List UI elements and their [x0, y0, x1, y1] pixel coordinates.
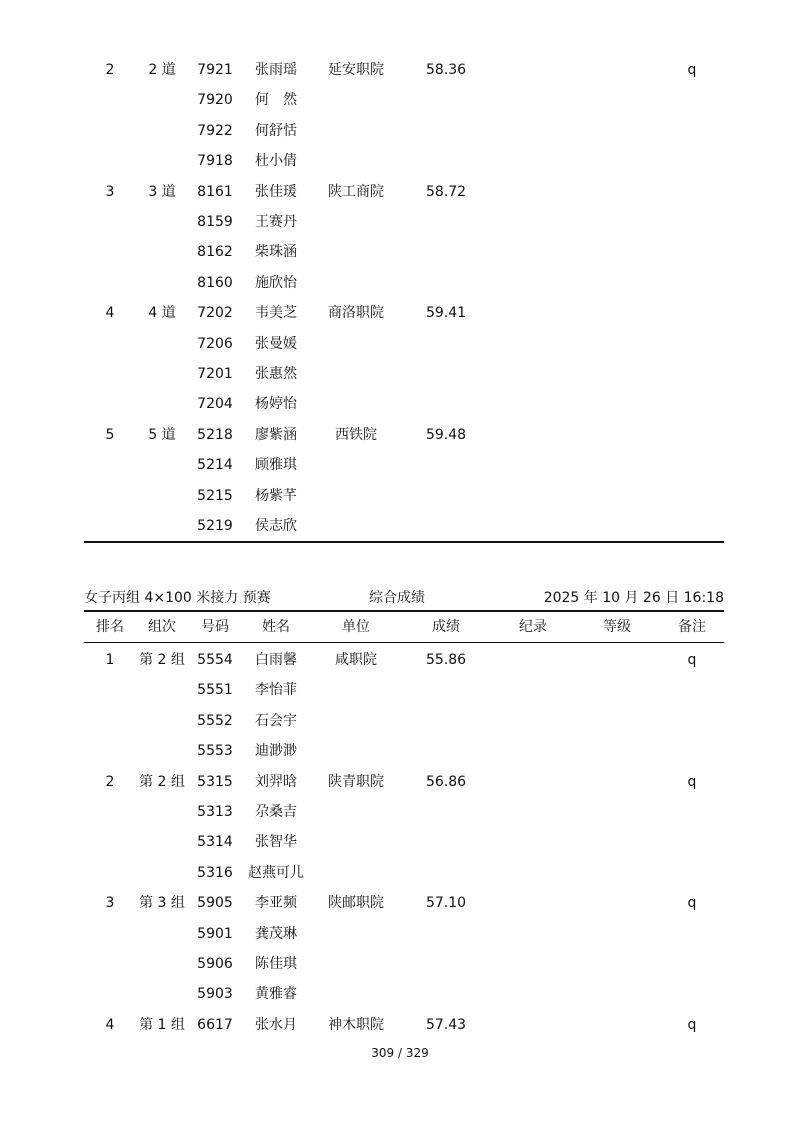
note-cell: q: [687, 773, 697, 790]
bib-cell: 7202: [197, 305, 233, 322]
table-row: [0, 177, 800, 207]
unit-cell: 陕青职院: [328, 773, 384, 790]
table-row: [0, 858, 800, 888]
bib-cell: 5315: [197, 773, 233, 790]
group-cell: 第 2 组: [139, 652, 185, 668]
athlete-name-cell: 迪渺渺: [255, 743, 297, 760]
group-cell: 2 道: [148, 62, 176, 78]
athlete-name-cell: 张曼媛: [255, 335, 297, 352]
table-row: [0, 827, 800, 857]
rank-cell: 2: [105, 773, 115, 790]
unit-cell: 陕工商院: [328, 183, 384, 200]
athlete-name-cell: 石会宇: [255, 712, 297, 729]
rank-cell: 4: [105, 1016, 115, 1033]
note-cell: q: [687, 62, 697, 78]
score-cell: 59.48: [425, 426, 467, 443]
bib-cell: 8160: [197, 274, 233, 291]
group-cell: 第 2 组: [139, 773, 185, 790]
group-cell: 4 道: [148, 305, 176, 322]
bib-cell: 5905: [197, 895, 233, 912]
bib-cell: 7918: [197, 153, 233, 170]
score-cell: 55.86: [425, 652, 467, 668]
bib-cell: 5552: [197, 712, 233, 729]
bib-cell: 7204: [197, 396, 233, 413]
table-row: [0, 706, 800, 736]
table-row: [0, 511, 800, 541]
event-title: 女子丙组 4×100 米接力 预赛: [84, 590, 271, 606]
athlete-name-cell: 施欣怡: [255, 274, 297, 291]
table-header-row: [0, 612, 800, 642]
table-row: [0, 389, 800, 419]
athlete-name-cell: 何 然: [255, 92, 297, 109]
table-row: [0, 949, 800, 979]
unit-cell: 陕邮职院: [328, 895, 384, 912]
results-type-label: 综合成绩: [369, 590, 425, 606]
bib-cell: 7206: [197, 335, 233, 352]
table-row: [0, 919, 800, 949]
score-cell: 57.43: [425, 1016, 467, 1033]
score-cell: 58.72: [425, 183, 467, 200]
table-row: [0, 298, 800, 328]
score-cell: 59.41: [425, 305, 467, 322]
table-row: [0, 237, 800, 267]
group-cell: 5 道: [148, 426, 176, 443]
header-record: 纪录: [519, 619, 547, 635]
rank-cell: 3: [105, 183, 115, 200]
athlete-name-cell: 张智华: [255, 834, 297, 851]
rank-cell: 2: [105, 62, 115, 78]
bib-cell: 8161: [197, 183, 233, 200]
table-row: [0, 450, 800, 480]
page-number: 309 / 329: [371, 1046, 429, 1060]
header-level: 等级: [603, 619, 631, 635]
bib-cell: 5214: [197, 457, 233, 474]
bib-cell: 5554: [197, 652, 233, 668]
header-bib: 号码: [201, 619, 229, 635]
bib-cell: 5215: [197, 487, 233, 504]
athlete-name-cell: 侯志欣: [255, 518, 297, 534]
table-row: [0, 268, 800, 298]
athlete-name-cell: 张水月: [255, 1016, 297, 1033]
group-cell: 第 1 组: [139, 1016, 185, 1033]
rank-cell: 5: [105, 426, 115, 443]
header-rank: 排名: [96, 619, 124, 635]
bib-cell: 7201: [197, 366, 233, 382]
unit-cell: 延安职院: [328, 62, 384, 78]
table-row: [0, 55, 800, 85]
athlete-name-cell: 何舒恬: [255, 122, 297, 139]
athlete-name-cell: 黄雅睿: [255, 986, 297, 1003]
note-cell: q: [687, 652, 697, 668]
group-cell: 3 道: [148, 183, 176, 200]
table-row: [0, 329, 800, 359]
note-cell: q: [687, 1016, 697, 1033]
bib-cell: 7921: [197, 62, 233, 78]
header-score: 成绩: [432, 619, 460, 635]
table-bottom-rule: [84, 541, 724, 543]
bib-cell: 8159: [197, 214, 233, 230]
athlete-name-cell: 张雨瑶: [255, 62, 297, 78]
table-row: [0, 767, 800, 797]
table-row: [0, 888, 800, 918]
bib-cell: 5313: [197, 804, 233, 820]
bib-cell: 5906: [197, 956, 233, 972]
athlete-name-cell: 柴珠涵: [255, 244, 297, 261]
unit-cell: 西铁院: [335, 426, 377, 443]
table-row: [0, 797, 800, 827]
score-cell: 58.36: [425, 62, 467, 78]
bib-cell: 6617: [197, 1016, 233, 1033]
athlete-name-cell: 张佳瑗: [255, 183, 297, 200]
unit-cell: 咸职院: [335, 652, 377, 668]
table-row: [0, 1010, 800, 1040]
table-row: [0, 116, 800, 146]
table-row: [0, 359, 800, 389]
athlete-name-cell: 刘羿晗: [255, 773, 297, 790]
rank-cell: 1: [105, 652, 115, 668]
bib-cell: 5316: [197, 864, 233, 881]
table-row: [0, 420, 800, 450]
event-datetime: 2025 年 10 月 26 日 16:18: [543, 590, 724, 606]
header-name: 姓名: [262, 619, 290, 635]
athlete-name-cell: 赵燕可儿: [248, 864, 304, 881]
header-unit: 单位: [342, 619, 370, 635]
header-group: 组次: [148, 619, 176, 635]
rank-cell: 3: [105, 895, 115, 912]
bib-cell: 7922: [197, 122, 233, 139]
unit-cell: 神木职院: [328, 1016, 384, 1033]
athlete-name-cell: 顾雅琪: [255, 457, 297, 474]
event-title-bar: [84, 586, 724, 610]
header-note: 备注: [678, 619, 706, 635]
athlete-name-cell: 陈佳琪: [255, 956, 297, 972]
bib-cell: 5314: [197, 834, 233, 851]
athlete-name-cell: 杨婷怡: [255, 396, 297, 413]
unit-cell: 商洛职院: [328, 305, 384, 322]
bib-cell: 8162: [197, 244, 233, 261]
athlete-name-cell: 白雨馨: [255, 652, 297, 668]
group-cell: 第 3 组: [139, 895, 185, 912]
table-row: [0, 979, 800, 1009]
table-row: [0, 207, 800, 237]
header-bottom-rule: [84, 642, 724, 643]
athlete-name-cell: 杜小倩: [255, 153, 297, 170]
athlete-name-cell: 龚茂琳: [255, 925, 297, 942]
rank-cell: 4: [105, 305, 115, 322]
bib-cell: 5901: [197, 925, 233, 942]
athlete-name-cell: 廖紫涵: [255, 426, 297, 443]
table-row: [0, 85, 800, 115]
table-row: [0, 645, 800, 675]
bib-cell: 5553: [197, 743, 233, 760]
athlete-name-cell: 张惠然: [255, 366, 297, 382]
bib-cell: 5219: [197, 518, 233, 534]
table-row: [0, 146, 800, 176]
athlete-name-cell: 李亚频: [255, 895, 297, 912]
bib-cell: 5218: [197, 426, 233, 443]
athlete-name-cell: 王赛丹: [255, 214, 297, 230]
athlete-name-cell: 韦美芝: [255, 305, 297, 322]
table-row: [0, 736, 800, 766]
athlete-name-cell: 尕桑吉: [255, 804, 297, 820]
athlete-name-cell: 杨紫芊: [255, 487, 297, 504]
bib-cell: 5551: [197, 682, 233, 699]
bib-cell: 5903: [197, 986, 233, 1003]
table-row: [0, 675, 800, 705]
bib-cell: 7920: [197, 92, 233, 109]
athlete-name-cell: 李怡菲: [255, 682, 297, 699]
score-cell: 56.86: [425, 773, 467, 790]
note-cell: q: [687, 895, 697, 912]
table-row: [0, 481, 800, 511]
score-cell: 57.10: [425, 895, 467, 912]
